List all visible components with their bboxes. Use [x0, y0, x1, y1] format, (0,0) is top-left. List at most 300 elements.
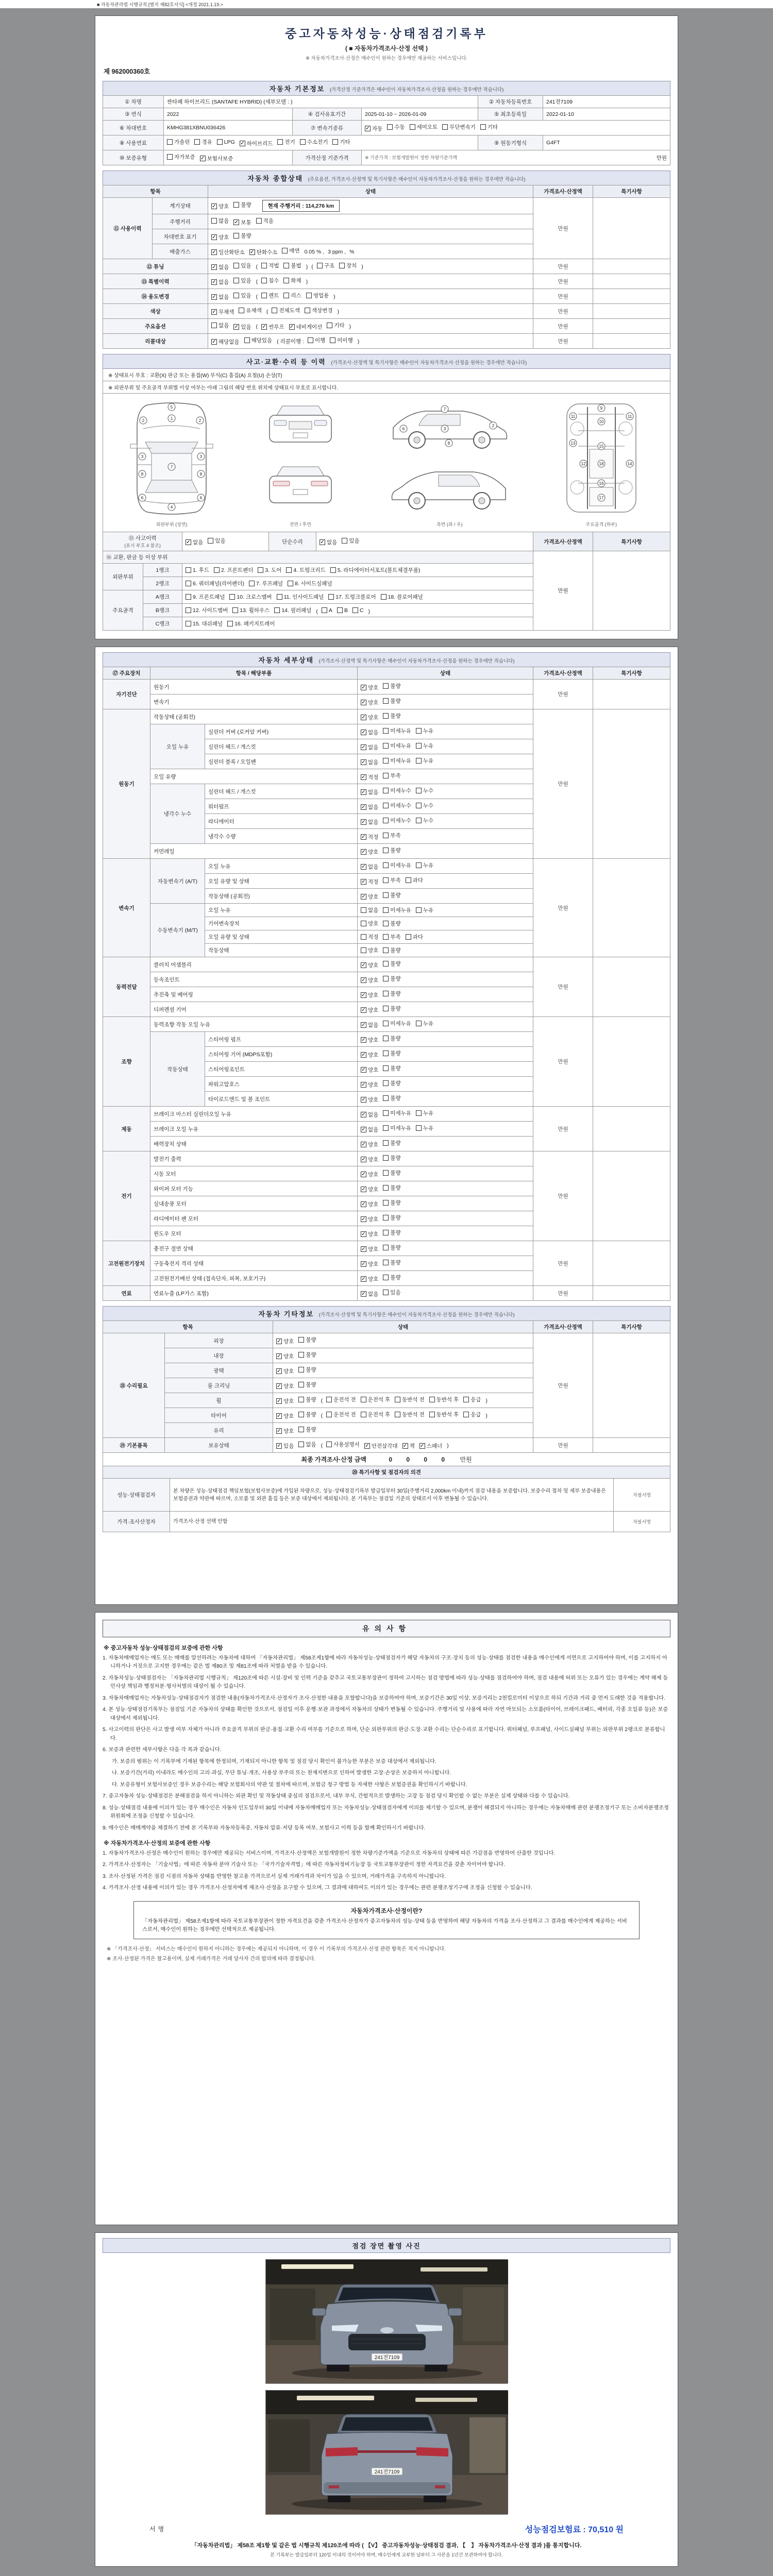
device-label: 동력전달: [103, 957, 150, 1017]
checkbox-unchecked[interactable]: [286, 566, 325, 574]
checkbox-unchecked[interactable]: [211, 217, 229, 225]
checkbox-checked[interactable]: [211, 338, 240, 346]
checkbox-unchecked[interactable]: [395, 1396, 425, 1403]
checkbox-label: 적음: [263, 218, 274, 224]
checkbox-unchecked[interactable]: [308, 336, 325, 344]
checkbox-unchecked[interactable]: [256, 217, 274, 225]
checkbox-unchecked[interactable]: [282, 247, 299, 255]
checkbox-unchecked[interactable]: [261, 262, 279, 269]
checkbox-unchecked[interactable]: [463, 1396, 481, 1403]
checkbox-checked[interactable]: [361, 893, 378, 901]
checkbox-checked[interactable]: [361, 1096, 378, 1104]
checkbox-unchecked[interactable]: [339, 262, 357, 269]
checkbox-checked[interactable]: [361, 961, 378, 969]
checkbox-unchecked[interactable]: [383, 946, 400, 954]
row-label: 배출가스: [153, 244, 208, 259]
state-cell: [208, 229, 533, 244]
field-label-price-basis: 가격산정 기준가격: [293, 150, 362, 165]
checkbox-checked[interactable]: [361, 1141, 378, 1148]
checkbox-unchecked[interactable]: [233, 232, 251, 240]
checkbox-checked[interactable]: [211, 278, 229, 286]
checkbox-unchecked[interactable]: [387, 123, 405, 131]
checkbox-unchecked[interactable]: [416, 1109, 433, 1117]
checkbox-unchecked[interactable]: [442, 123, 476, 131]
checkbox-label: 미이행: [337, 337, 353, 344]
checkbox-unchecked[interactable]: [298, 1396, 316, 1403]
checkbox-unchecked[interactable]: [305, 307, 333, 314]
checkbox-checked[interactable]: [361, 1245, 378, 1253]
checkbox-unchecked[interactable]: [186, 606, 228, 614]
detail-header-state: 상태: [358, 667, 533, 680]
checkbox-label: 불량: [390, 947, 401, 954]
checkbox-unchecked[interactable]: [383, 1274, 400, 1281]
checkbox-unchecked[interactable]: [332, 138, 350, 146]
checkbox-unchecked[interactable]: [383, 906, 411, 914]
checkbox-unchecked[interactable]: [261, 277, 279, 284]
checkbox-unchecked[interactable]: [249, 580, 283, 587]
state-cell: [273, 1438, 533, 1453]
checkbox-checked[interactable]: [211, 233, 229, 241]
item-label: 라디에이터: [205, 814, 358, 829]
checkbox-checked[interactable]: [361, 773, 378, 781]
checkbox-unchecked[interactable]: [383, 742, 411, 750]
checkbox-unchecked[interactable]: [227, 620, 275, 628]
checkbox-unchecked[interactable]: [383, 1064, 400, 1072]
checkbox-checked[interactable]: [361, 1006, 378, 1014]
checkbox-unchecked[interactable]: [410, 123, 438, 131]
checkbox-unchecked[interactable]: [327, 321, 344, 329]
checkbox-checked[interactable]: [261, 323, 284, 331]
checkbox-unchecked[interactable]: [326, 1396, 356, 1403]
checkbox-unchecked[interactable]: [214, 566, 253, 574]
checkbox-unchecked[interactable]: [186, 566, 209, 574]
checkbox-unchecked[interactable]: [480, 123, 498, 131]
checkbox-unchecked[interactable]: [383, 1035, 400, 1042]
checkbox-checked[interactable]: [361, 1066, 378, 1074]
checkbox-icon: ✓: [234, 219, 239, 225]
checkbox-checked[interactable]: [361, 803, 378, 811]
checkbox-label: 양호: [283, 1383, 294, 1389]
checkbox-unchecked[interactable]: [361, 933, 378, 941]
checkbox-unchecked[interactable]: [300, 138, 328, 146]
checkbox-unchecked[interactable]: [383, 975, 400, 982]
checkbox-label: 있음: [241, 293, 251, 299]
checkbox-unchecked[interactable]: [383, 861, 411, 869]
checkbox-checked[interactable]: [361, 699, 378, 706]
checkbox-unchecked[interactable]: [383, 891, 400, 899]
checkbox-unchecked[interactable]: [383, 727, 411, 735]
state-cell: [208, 214, 533, 229]
checkbox-unchecked[interactable]: [395, 1411, 425, 1418]
checkbox-unchecked[interactable]: [298, 1381, 316, 1388]
checkbox-unchecked[interactable]: [288, 580, 332, 587]
checkbox-unchecked[interactable]: [229, 593, 272, 601]
checkbox-unchecked[interactable]: [416, 817, 433, 824]
checkbox-checked[interactable]: [276, 1352, 294, 1360]
checkbox-checked[interactable]: [361, 878, 378, 886]
checkbox-unchecked[interactable]: [383, 1094, 400, 1102]
checkbox-unchecked[interactable]: [274, 606, 311, 614]
checkbox-unchecked[interactable]: [244, 336, 273, 344]
checkbox-unchecked[interactable]: [361, 920, 378, 927]
note-cell: [593, 1286, 670, 1301]
checkbox-label: 없음: [219, 294, 229, 300]
checkbox-unchecked[interactable]: [383, 1079, 400, 1087]
checkbox-checked[interactable]: [276, 1367, 294, 1375]
notice-section2-title: ※ 자동차가격조사·산정의 보증에 관한 사항: [104, 1840, 211, 1846]
checkbox-unchecked[interactable]: [306, 292, 329, 299]
checkbox-icon: [186, 607, 191, 613]
checkbox-checked[interactable]: [361, 1081, 378, 1089]
checkbox-icon: ✓: [186, 539, 191, 545]
checkbox-unchecked[interactable]: [416, 727, 433, 735]
checkbox-checked[interactable]: [211, 263, 229, 271]
checkbox-icon: ✓: [277, 1338, 281, 1344]
checkbox-checked[interactable]: [276, 1412, 294, 1420]
checkbox-checked[interactable]: [361, 863, 378, 871]
checkbox-unchecked[interactable]: [330, 566, 421, 574]
checkbox-checked[interactable]: [186, 538, 203, 546]
svg-text:17: 17: [599, 496, 604, 500]
checkbox-checked[interactable]: [361, 848, 378, 856]
checkbox-unchecked[interactable]: [383, 933, 400, 941]
checkbox-unchecked[interactable]: [298, 1426, 316, 1433]
checkbox-icon: [232, 607, 238, 613]
checkbox-unchecked[interactable]: [298, 1366, 316, 1374]
checkbox-icon: [361, 907, 366, 913]
item-label: 작동상태: [205, 944, 358, 957]
checkbox-checked[interactable]: [211, 293, 229, 301]
checkbox-unchecked[interactable]: [416, 787, 433, 794]
checkbox-unchecked[interactable]: [272, 307, 300, 314]
checkbox-checked[interactable]: [276, 1382, 294, 1390]
checkbox-checked[interactable]: [361, 758, 378, 766]
checkbox-checked[interactable]: [361, 1200, 378, 1208]
checkbox-checked[interactable]: [361, 976, 378, 984]
checkbox-checked[interactable]: [233, 218, 251, 226]
checkbox-checked[interactable]: [361, 1275, 378, 1283]
checkbox-icon: ✓: [361, 1276, 366, 1282]
state-cell: [358, 739, 533, 754]
checkbox-unchecked[interactable]: [383, 1049, 400, 1057]
checkbox-unchecked[interactable]: [383, 1109, 411, 1117]
checkbox-unchecked[interactable]: [337, 607, 348, 614]
checkbox-unchecked[interactable]: [298, 1440, 316, 1448]
checkbox-label: 장치: [346, 263, 357, 269]
checkbox-unchecked[interactable]: [326, 1411, 356, 1418]
overall-header-item: 항목: [103, 185, 208, 198]
checkbox-unchecked[interactable]: [383, 802, 411, 809]
checkbox-unchecked[interactable]: [361, 1396, 391, 1403]
checkbox-checked[interactable]: [200, 155, 233, 162]
checkbox-label: 누유: [423, 862, 434, 869]
checkbox-label: 불량: [306, 1397, 316, 1403]
checkbox-unchecked[interactable]: [352, 607, 364, 614]
checkbox-unchecked[interactable]: [383, 1139, 400, 1147]
checkbox-unchecked[interactable]: [361, 1411, 391, 1418]
checkbox-unchecked[interactable]: [258, 566, 281, 574]
checkbox-unchecked[interactable]: [330, 336, 352, 344]
checkbox-checked[interactable]: [361, 728, 378, 736]
checkbox-checked[interactable]: [276, 1427, 294, 1435]
checkbox-checked[interactable]: [361, 1126, 378, 1133]
checkbox-unchecked[interactable]: [283, 292, 301, 299]
checkbox-checked[interactable]: [361, 991, 378, 999]
checkbox-unchecked[interactable]: [383, 772, 400, 779]
checkbox-checked[interactable]: [276, 1397, 294, 1405]
checkbox-unchecked[interactable]: [383, 846, 400, 854]
state-text: 3 ppm ,: [328, 249, 346, 255]
item-label: 광택: [165, 1363, 273, 1378]
checkbox-label: 기타: [340, 139, 350, 145]
checkbox-unchecked[interactable]: [383, 1214, 400, 1222]
checkbox-unchecked[interactable]: [186, 593, 225, 601]
exchange-price-cell: 만원: [533, 551, 593, 631]
checkbox-unchecked[interactable]: [211, 321, 229, 329]
state-cell: [358, 1256, 533, 1271]
checkbox-unchecked[interactable]: [383, 1020, 411, 1027]
checkbox-checked[interactable]: [361, 1156, 378, 1163]
checkbox-checked[interactable]: [211, 308, 234, 316]
state-cell: [358, 859, 533, 874]
checkbox-checked[interactable]: [361, 818, 378, 826]
checkbox-unchecked[interactable]: [186, 620, 223, 628]
checkbox-unchecked[interactable]: [298, 1411, 316, 1418]
checkbox-icon: [352, 607, 358, 613]
checkbox-unchecked[interactable]: [463, 1411, 481, 1418]
checkbox-icon: ✓: [212, 339, 216, 345]
checkbox-checked[interactable]: [361, 1021, 378, 1029]
checkbox-unchecked[interactable]: [383, 832, 400, 839]
car-top-view-icon: [128, 399, 215, 517]
checkbox-unchecked[interactable]: [383, 787, 411, 794]
checkbox-unchecked[interactable]: [233, 292, 251, 299]
checkbox-checked[interactable]: [361, 1230, 378, 1238]
checkbox-unchecked[interactable]: [406, 933, 423, 941]
checkbox-unchecked[interactable]: [429, 1411, 459, 1418]
checkbox-checked[interactable]: [211, 202, 229, 210]
checkbox-icon: [327, 323, 332, 328]
checkbox-unchecked[interactable]: [416, 1020, 433, 1027]
checkbox-unchecked[interactable]: [383, 876, 400, 884]
checkbox-icon: [339, 263, 345, 268]
checkbox-unchecked[interactable]: [416, 742, 433, 750]
diagram-elevations: [259, 399, 342, 530]
checkbox-label: 8. 사이드실패널: [295, 581, 332, 587]
svg-text:5: 5: [171, 405, 173, 410]
checkbox-unchecked[interactable]: [383, 712, 400, 720]
checkbox-unchecked[interactable]: [298, 1351, 316, 1359]
item-label: 파워고압호스: [205, 1077, 358, 1092]
checkbox-checked[interactable]: [419, 1442, 442, 1450]
checkbox-unchecked[interactable]: [383, 682, 400, 690]
checkbox-unchecked[interactable]: [322, 607, 332, 614]
checkbox-unchecked[interactable]: [383, 1259, 400, 1266]
checkbox-unchecked[interactable]: [383, 1124, 411, 1132]
checkbox-unchecked[interactable]: [298, 1336, 316, 1344]
checkbox-unchecked[interactable]: [167, 153, 195, 161]
checkbox-unchecked[interactable]: [283, 262, 301, 269]
checkbox-unchecked[interactable]: [277, 138, 295, 146]
checkbox-icon: [258, 567, 263, 573]
checkbox-unchecked[interactable]: [217, 139, 235, 145]
checkbox-icon: ✓: [419, 1443, 425, 1449]
checkbox-unchecked[interactable]: [361, 906, 378, 914]
checkbox-unchecked[interactable]: [383, 817, 411, 824]
checkbox-checked[interactable]: [320, 538, 337, 546]
checkbox-unchecked[interactable]: [381, 593, 423, 601]
checkbox-checked[interactable]: [361, 1215, 378, 1223]
checkbox-label: 불량: [390, 1095, 401, 1101]
item-label: 작동상태 (공회전): [205, 889, 358, 904]
group-label: ⑫ 튜닝: [103, 259, 208, 274]
overall-row: [103, 259, 670, 274]
checkbox-icon: [342, 538, 347, 544]
price-basis-unit: 만원: [656, 155, 667, 161]
checkbox-checked[interactable]: [361, 1185, 378, 1193]
checkbox-label: 불량: [390, 1275, 401, 1281]
checkbox-unchecked[interactable]: [233, 201, 251, 209]
checkbox-checked[interactable]: [249, 248, 278, 256]
checkbox-label: 자동: [372, 126, 383, 132]
checkbox-unchecked[interactable]: [383, 1154, 400, 1162]
checkbox-checked[interactable]: [289, 323, 323, 331]
checkbox-checked[interactable]: [240, 140, 273, 147]
notice-item: 가. 보증의 범위는 이 기록부에 기재된 항목에 한정되며, 기재되지 아니한 항목 및 점검 당시 확인이 불가능한 부분은 보증 대상에서 제외됩니다.: [112, 1758, 436, 1765]
checkbox-unchecked[interactable]: [194, 138, 212, 146]
state-text: ): [357, 338, 360, 345]
checkbox-unchecked[interactable]: [383, 1005, 400, 1012]
checkbox-checked[interactable]: [361, 1171, 378, 1178]
item-label: 디퍼렌셜 기어: [150, 1002, 358, 1017]
checkbox-unchecked[interactable]: [261, 292, 279, 299]
checkbox-checked[interactable]: [361, 788, 378, 796]
checkbox-unchecked[interactable]: [383, 1289, 400, 1296]
checkbox-icon: [416, 758, 422, 764]
checkbox-unchecked[interactable]: [277, 593, 324, 601]
checkbox-unchecked[interactable]: [232, 606, 270, 614]
checkbox-unchecked[interactable]: [383, 960, 400, 968]
item-label: 동력조향 작동 오일 누유: [150, 1017, 358, 1032]
checkbox-unchecked[interactable]: [383, 990, 400, 997]
checkbox-unchecked[interactable]: [361, 946, 378, 954]
notice-item: 9. 매수인은 매매계약을 체결하기 전에 본 기록부와 자동차등록증, 자동차 압류·저당 등록 여부, 보험사고 이력 등을 함께 확인하시기 바랍니다.: [103, 1825, 426, 1831]
checkbox-label: 없음: [368, 1112, 379, 1118]
checkbox-unchecked[interactable]: [383, 1229, 400, 1236]
checkbox-unchecked[interactable]: [239, 307, 261, 314]
document-number: 제 962000360호: [104, 68, 150, 75]
checkbox-checked[interactable]: [364, 1442, 398, 1450]
checkbox-checked[interactable]: [365, 125, 382, 132]
checkbox-unchecked[interactable]: [383, 1244, 400, 1251]
checkbox-icon: ✓: [361, 744, 366, 750]
checkbox-unchecked[interactable]: [383, 1169, 400, 1177]
state-text: (: [321, 1443, 323, 1449]
checkbox-checked[interactable]: [211, 248, 245, 256]
checkbox-checked[interactable]: [276, 1442, 294, 1450]
item-label: 와이퍼 모터 기능: [150, 1181, 358, 1196]
checkbox-unchecked[interactable]: [317, 262, 334, 269]
checkbox-icon: [211, 323, 217, 328]
item-label: 룸 크리닝: [165, 1378, 273, 1393]
checkbox-unchecked[interactable]: [416, 1124, 433, 1132]
checkbox-unchecked[interactable]: [233, 262, 251, 269]
checkbox-checked[interactable]: [276, 1337, 294, 1345]
checkbox-unchecked[interactable]: [416, 861, 433, 869]
detail-header-price: 가격조사·산정액: [533, 667, 593, 680]
checkbox-unchecked[interactable]: [383, 1199, 400, 1207]
item-label: 휠: [165, 1393, 273, 1408]
checkbox-icon: [361, 947, 366, 953]
checkbox-unchecked[interactable]: [283, 277, 301, 284]
checkbox-checked[interactable]: [233, 323, 251, 331]
checkbox-checked[interactable]: [361, 833, 378, 841]
checkbox-checked[interactable]: [361, 1051, 378, 1059]
checkbox-checked[interactable]: [361, 1290, 378, 1298]
checkbox-checked[interactable]: [361, 1036, 378, 1044]
checkbox-label: 불량: [390, 1155, 401, 1161]
checkbox-icon: ✓: [361, 962, 366, 968]
section-etc-title: 자동차 기타정보: [258, 1310, 314, 1318]
checkbox-unchecked[interactable]: [208, 537, 225, 545]
checkbox-unchecked[interactable]: [383, 757, 411, 765]
checkbox-unchecked[interactable]: [406, 876, 423, 884]
checkbox-checked[interactable]: [361, 743, 378, 751]
checkbox-unchecked[interactable]: [167, 138, 190, 146]
state-text: (: [256, 324, 258, 330]
checkbox-checked[interactable]: [402, 1442, 415, 1450]
checkbox-icon: [277, 594, 282, 600]
checkbox-label: 누유: [423, 743, 434, 749]
section-overall-note: (주요옵션, 가격조사·산정액 및 특기사항은 매수인이 자동차가격조사·산정을 원하는 경우에만 적습니다): [308, 177, 526, 182]
item-label: 원동기: [150, 680, 358, 694]
checkbox-label: 양호: [368, 1082, 379, 1088]
price-cell: 만원: [533, 289, 593, 304]
checkbox-unchecked[interactable]: [233, 277, 251, 284]
checkbox-icon: [463, 1412, 469, 1417]
checkbox-unchecked[interactable]: [416, 757, 433, 765]
checkbox-icon: ✓: [361, 774, 366, 780]
checkbox-checked[interactable]: [361, 1260, 378, 1268]
checkbox-icon: ✓: [361, 1067, 366, 1073]
checkbox-unchecked[interactable]: [383, 920, 400, 927]
checkbox-icon: [361, 1412, 366, 1417]
checkbox-unchecked[interactable]: [326, 1440, 360, 1448]
checkbox-unchecked[interactable]: [186, 580, 244, 587]
checkbox-unchecked[interactable]: [416, 906, 433, 914]
overall-row: [103, 334, 670, 349]
checkbox-checked[interactable]: [361, 1111, 378, 1118]
detail-row: [103, 859, 670, 874]
checkbox-label: 16. 패키지트레이: [234, 621, 275, 627]
checkbox-unchecked[interactable]: [383, 1184, 400, 1192]
checkbox-unchecked[interactable]: [342, 537, 359, 545]
checkbox-checked[interactable]: [361, 714, 378, 721]
detail-state-table: [103, 667, 670, 1301]
checkbox-icon: ✓: [361, 849, 366, 855]
checkbox-unchecked[interactable]: [328, 593, 376, 601]
checkbox-unchecked[interactable]: [383, 697, 400, 705]
checkbox-label: 불법: [291, 263, 301, 269]
checkbox-checked[interactable]: [361, 684, 378, 691]
etc-header-note: 특기사항: [593, 1321, 670, 1333]
note-cell: [593, 319, 670, 334]
checkbox-icon: [416, 803, 422, 808]
checkbox-unchecked[interactable]: [416, 802, 433, 809]
checkbox-label: 동반석 전: [402, 1397, 425, 1403]
checkbox-label: 없음: [368, 759, 379, 766]
checkbox-unchecked[interactable]: [429, 1396, 459, 1403]
